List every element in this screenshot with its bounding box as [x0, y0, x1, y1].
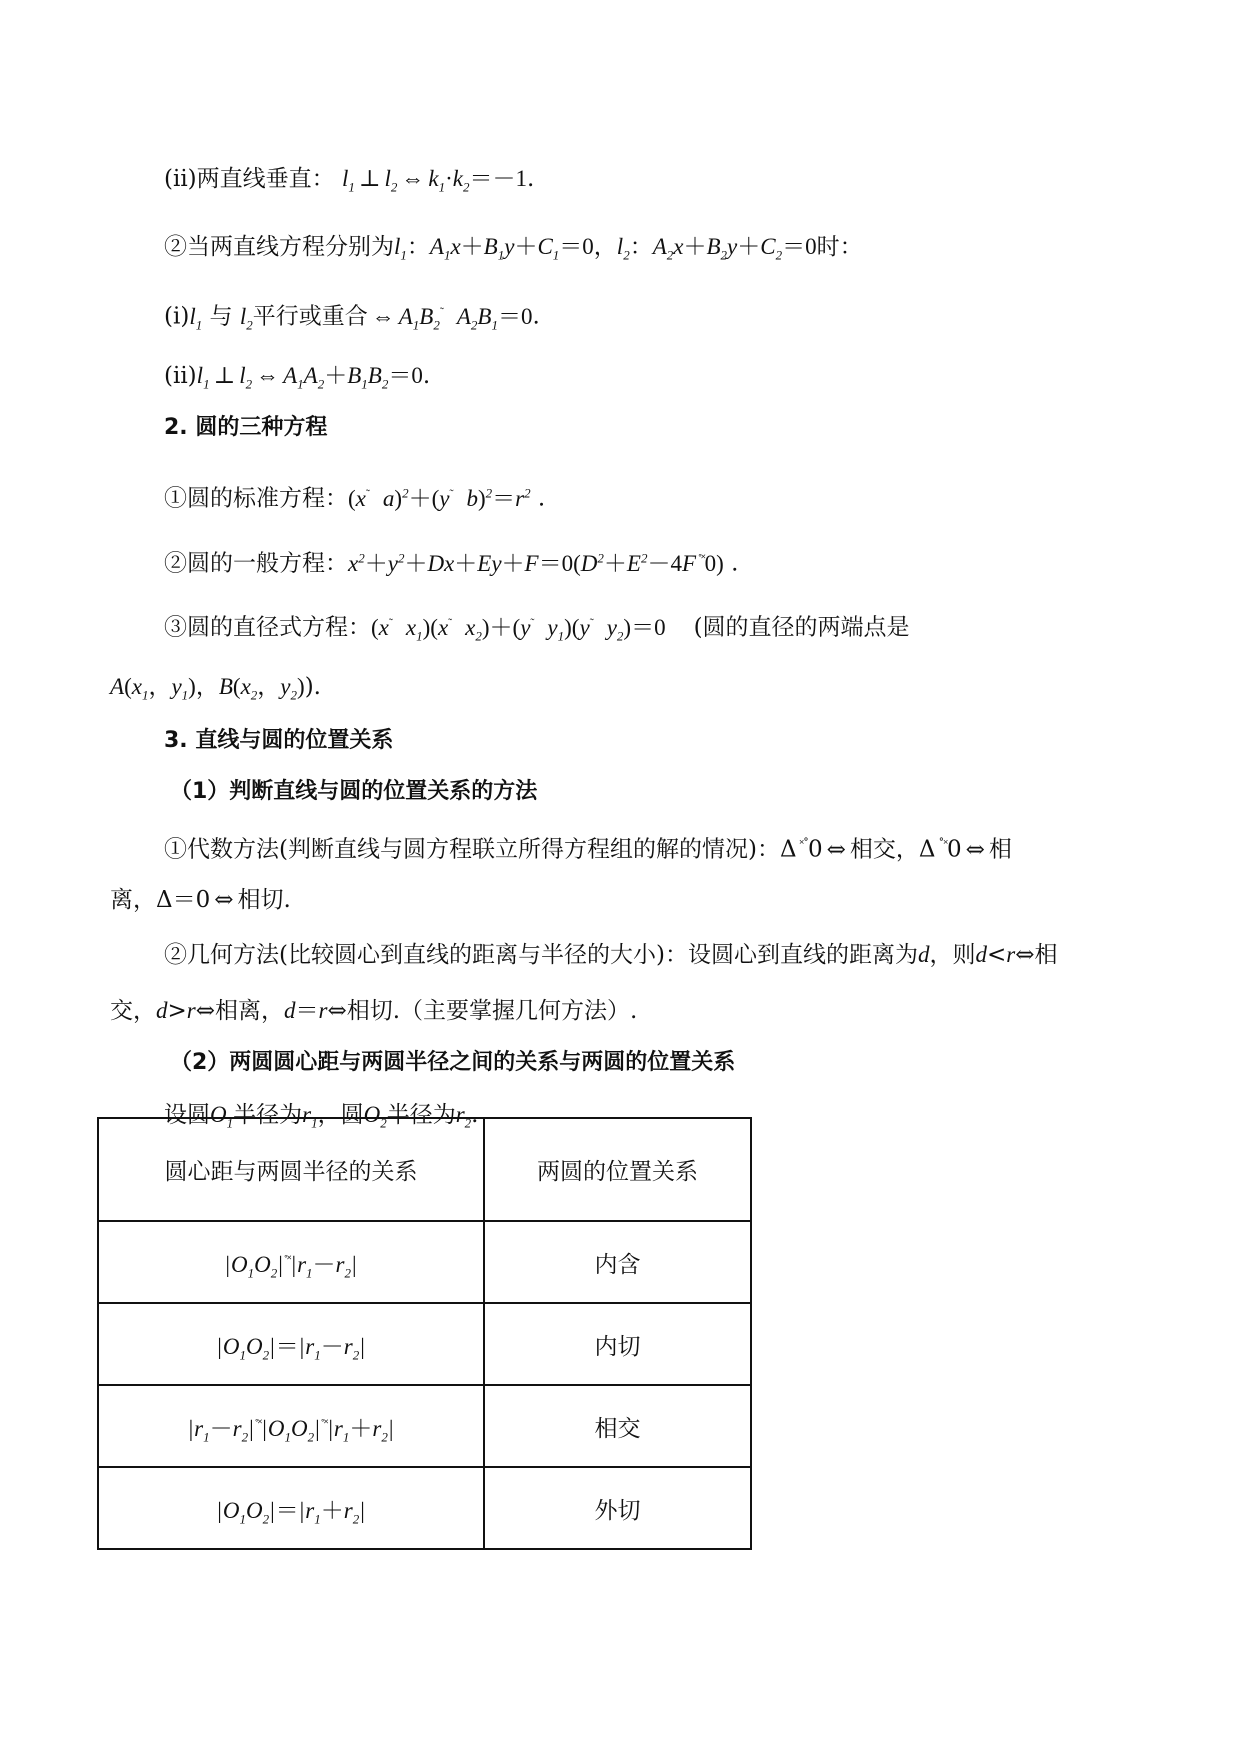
table-cell-relation: 相交: [484, 1385, 751, 1467]
subheading-judgment-method: （1）判断直线与圆的位置关系的方法: [170, 779, 538, 804]
geometric-method-cont: 交，d>r⇔相离，d＝r⇔相切.（主要掌握几何方法）.: [110, 998, 638, 1024]
table-cell-formula: $|O_1O_2|^{˚˟}|r_1-r_2|$: [98, 1221, 484, 1303]
table-header-row: [98, 1118, 751, 1221]
table-header-cell: 两圆的位置关系: [484, 1118, 751, 1221]
formula: $l_1$ ⊥ $l_2$ ⇔ $A_1A_2+B_1B_2=0$: [196, 363, 423, 392]
formula: $l_1$ ⊥ $l_2$ ⇔ $k_1\cdot k_2=-1$: [341, 166, 528, 195]
table-row: [98, 1467, 751, 1549]
two-circles-setup: 设圆$O_1$半径为$r_1$，圆$O_2$半径为$r_2$.: [164, 1102, 479, 1131]
table-row: [98, 1303, 751, 1385]
general-form-condition: ②当两直线方程分别为$l_1$：$A_1x+B_1y+C_1=0$，$l_2$：$A_2x+B_2y+C_2=0$时：: [164, 234, 863, 263]
table-cell-formula: $|O_1O_2|=|r_1-r_2|$: [98, 1303, 484, 1385]
table-cell-formula: $|O_1O_2|=|r_1+r_2|$: [98, 1467, 484, 1549]
circle-standard-equation: ①圆的标准方程：(x˜ a)$^2$＋(y˜ $b)^2=r^2$ .: [164, 485, 546, 512]
subheading-two-circles: （2）两圆圆心距与两圆半径之间的关系与两圆的位置关系: [170, 1050, 736, 1075]
table-header-cell: 圆心距与两圆半径的关系: [98, 1118, 484, 1221]
table-cell-relation: 内含: [484, 1221, 751, 1303]
condition-perpendicular-slopes: (ⅱ)两直线垂直： $l_1$ ⊥ $l_2$ ⇔ $k_1\cdot k_2=-1$.: [164, 166, 535, 195]
geometric-method: ②几何方法(比较圆心到直线的距离与半径的大小)：设圆心到直线的距离为d，则d<r⇔相: [164, 942, 1058, 968]
table-cell-relation: 内切: [484, 1303, 751, 1385]
perpendicular-condition: $(ⅱ)l_1$ ⊥ $l_2$ ⇔ $A_1A_2+B_1B_2=0$.: [164, 363, 431, 392]
circle-general-equation: ②圆的一般方程：$x^2+y^2+Dx+Ey+F=0(D^2+E^2-4F$ ˚˟0) .: [164, 550, 739, 577]
section-heading-line-circle: 3. 直线与圆的位置关系: [164, 728, 394, 753]
circle-diameter-endpoints: $A(x_1$，$y_1$)，$B(x_2$，$y_2$)).: [110, 674, 321, 703]
circle-relationship-table: [97, 1117, 752, 1550]
formula: $x^2+y^2+Dx+Ey+F=0(D^2+E^2-4F$ ˚˟0): [348, 550, 724, 576]
table-cell-relation: 外切: [484, 1467, 751, 1549]
formula: ⇔ $A_1B_2^˜$ $A_2B_1=0$: [371, 303, 533, 333]
formula: (x˜ $x_1)(x^˜$ $x_2)+(y^˜$ $y_1)(y^˜$ $y_2)=0$: [371, 614, 666, 644]
formula: $l_1$：$A_1x+B_1y+C_1=0$，$l_2$：$A_2x+B_2y+C_2=0$: [394, 234, 817, 263]
formula: $A(x_1$，$y_1$)，$B(x_2$，$y_2$): [110, 674, 305, 703]
table-cell-formula: $|r_1-r_2|^{˚˟}|O_1O_2|^{˚˟}|r_1+r_2|$: [98, 1385, 484, 1467]
circle-diameter-equation: ③圆的直径式方程：(x˜ $x_1)(x^˜$ $x_2)+(y^˜$ $y_1)(y^˜$ $y_2)=0$ (圆的直径的两端点是: [164, 614, 910, 644]
algebraic-method: ①代数方法(判断直线与圆方程联立所得方程组的解的情况)：Δ ˟˚0 ⇔ 相交，Δ ˚˟0 ⇔ 相: [164, 836, 1012, 863]
table-row: [98, 1385, 751, 1467]
parallel-condition: $(ⅰ)l_1$ 与 $l_2$平行或重合 ⇔ $A_1B_2^˜$ $A_2B_1=0$.: [164, 303, 540, 333]
section-heading-circle-equations: 2. 圆的三种方程: [164, 415, 328, 440]
formula: (x˜ a)$^2$＋(y˜ $b)^2=r^2$: [348, 485, 531, 511]
table-row: [98, 1221, 751, 1303]
algebraic-method-cont: 离，Δ＝0 ⇔ 相切.: [110, 887, 291, 913]
